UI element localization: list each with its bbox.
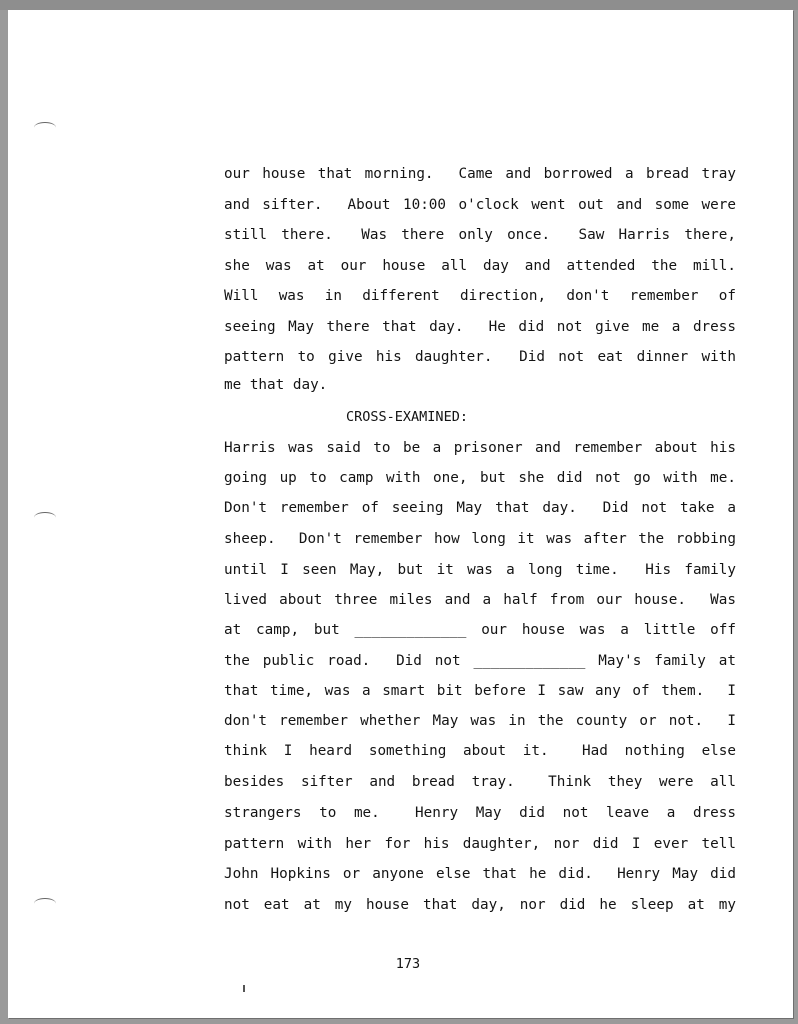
- text-line: and sifter. About 10:00 o'clock went out and some were: [224, 197, 736, 213]
- text-line: me that day.: [224, 377, 328, 393]
- binder-hole-mark-middle: [34, 512, 56, 523]
- section-heading: CROSS-EXAMINED:: [346, 409, 468, 425]
- text-line: still there. Was there only once. Saw Harris there,: [224, 227, 736, 243]
- scanner-top-edge: [0, 0, 798, 10]
- text-line: seeing May there that day. He did not give me a dress: [224, 319, 736, 335]
- text-line: our house that morning. Came and borrowed a bread tray: [224, 166, 736, 182]
- text-line: Will was in different direction, don't remember of: [224, 288, 736, 304]
- text-line: Don't remember of seeing May that day. Did not take a: [224, 500, 736, 516]
- text-line: John Hopkins or anyone else that he did. Henry May did: [224, 866, 736, 882]
- text-line: pattern with her for his daughter, nor did I ever tell: [224, 836, 736, 852]
- text-line: that time, was a smart bit before I saw any of them. I: [224, 683, 736, 699]
- text-line: think I heard something about it. Had nothing else: [224, 743, 736, 759]
- binder-hole-mark-bottom: [34, 898, 56, 909]
- text-line: the public road. Did not _____________ May's family at: [224, 653, 736, 669]
- text-line: until I seen May, but it was a long time. His family: [224, 562, 736, 578]
- text-line: lived about three miles and a half from our house. Was: [224, 592, 736, 608]
- page-number: 173: [395, 956, 421, 972]
- scan-speck: [243, 985, 245, 992]
- text-line: don't remember whether May was in the county or not. I: [224, 713, 736, 729]
- text-line: sheep. Don't remember how long it was after the robbing: [224, 531, 736, 547]
- text-line: at camp, but _____________ our house was a little off: [224, 622, 736, 638]
- text-line: besides sifter and bread tray. Think they were all: [224, 774, 736, 790]
- text-line: she was at our house all day and attended the mill.: [224, 258, 736, 274]
- binder-hole-mark-top: [34, 122, 56, 133]
- text-line: not eat at my house that day, nor did he sleep at my: [224, 897, 736, 913]
- text-line: going up to camp with one, but she did not go with me.: [224, 470, 736, 486]
- text-line: strangers to me. Henry May did not leave a dress: [224, 805, 736, 821]
- text-line: pattern to give his daughter. Did not eat dinner with: [224, 349, 736, 365]
- text-line: Harris was said to be a prisoner and remember about his: [224, 440, 736, 456]
